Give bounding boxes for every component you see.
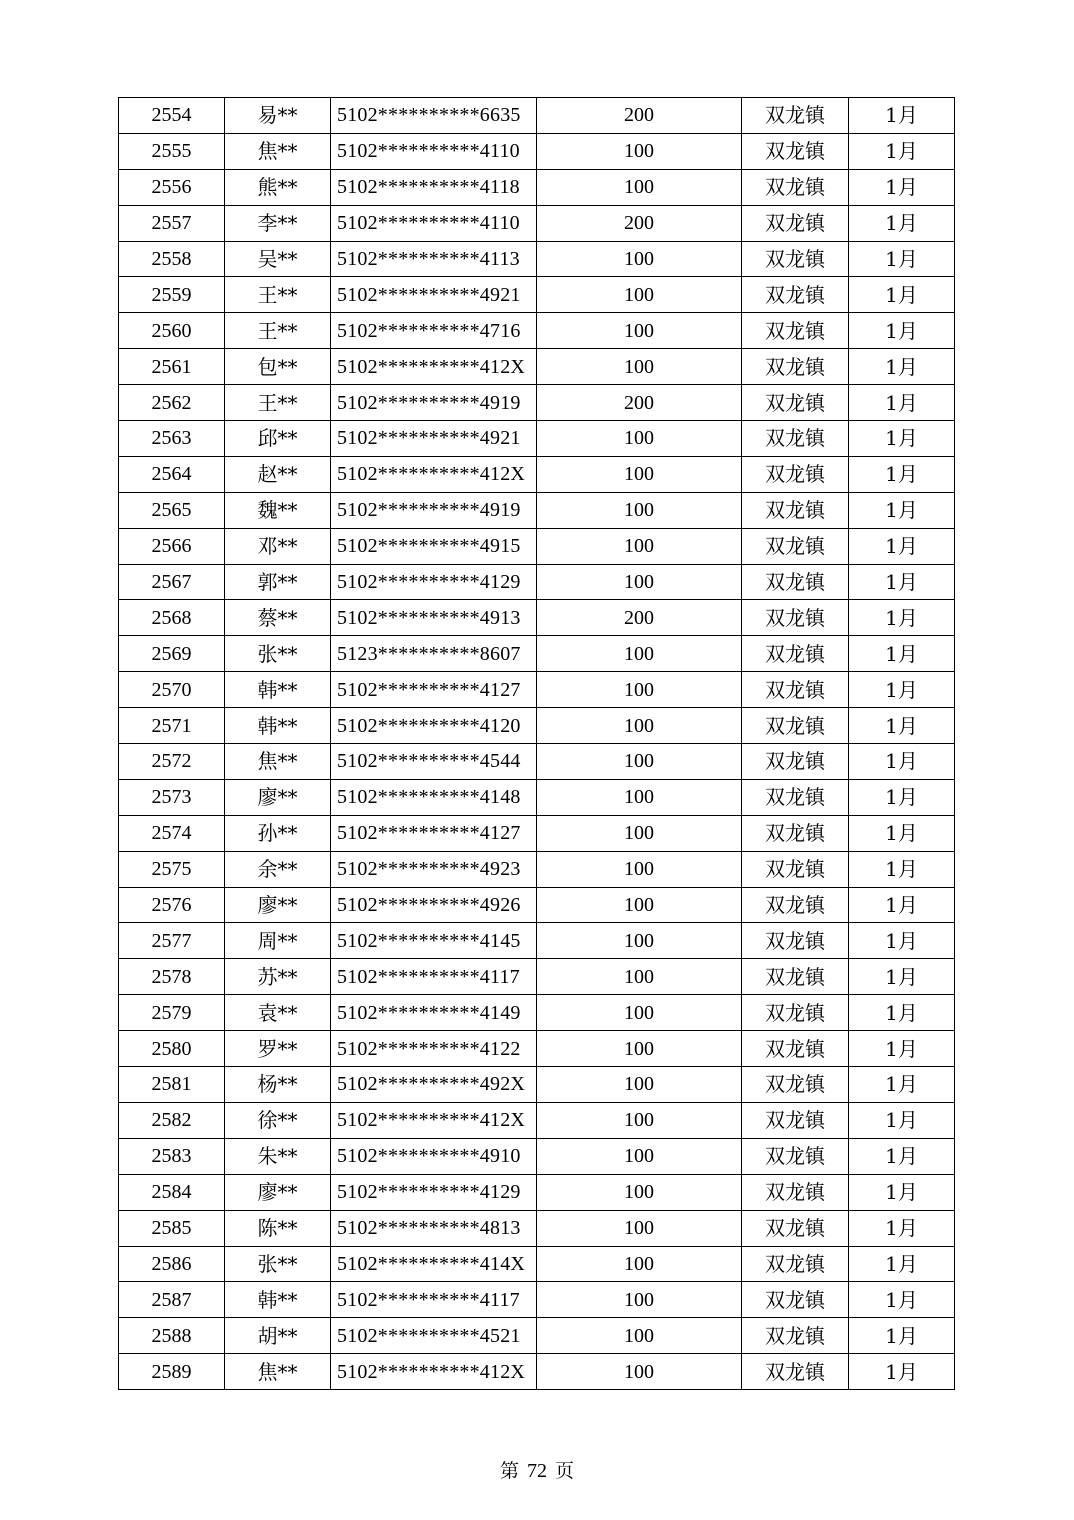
- month-cell: 1月: [849, 1031, 955, 1067]
- amount-cell: 100: [537, 1138, 742, 1174]
- name-cell: 焦**: [225, 744, 331, 780]
- id-number-cell: 5102**********4110: [331, 205, 537, 241]
- name-cell: 蔡**: [225, 600, 331, 636]
- id-number-cell: 5102**********414X: [331, 1246, 537, 1282]
- table-row: [119, 1031, 955, 1067]
- table-row: [119, 313, 955, 349]
- month-cell: 1月: [849, 672, 955, 708]
- id-number-cell: 5102**********4521: [331, 1318, 537, 1354]
- table-row: [119, 923, 955, 959]
- serial-number-cell: 2559: [119, 277, 225, 313]
- table-row: [119, 995, 955, 1031]
- name-cell: 赵**: [225, 456, 331, 492]
- month-cell: 1月: [849, 385, 955, 421]
- month-cell: 1月: [849, 708, 955, 744]
- month-cell: 1月: [849, 600, 955, 636]
- month-cell: 1月: [849, 815, 955, 851]
- month-cell: 1月: [849, 492, 955, 528]
- serial-number-cell: 2554: [119, 98, 225, 134]
- serial-number-cell: 2557: [119, 205, 225, 241]
- table-row: [119, 779, 955, 815]
- amount-cell: 100: [537, 133, 742, 169]
- serial-number-cell: 2567: [119, 564, 225, 600]
- table-row: [119, 528, 955, 564]
- town-cell: 双龙镇: [742, 636, 849, 672]
- serial-number-cell: 2579: [119, 995, 225, 1031]
- name-cell: 韩**: [225, 1282, 331, 1318]
- month-cell: 1月: [849, 1282, 955, 1318]
- town-cell: 双龙镇: [742, 923, 849, 959]
- table-row: [119, 98, 955, 134]
- page-footer: [0, 1456, 1074, 1483]
- id-number-cell: 5102**********4129: [331, 1174, 537, 1210]
- table-row: [119, 1354, 955, 1390]
- town-cell: 双龙镇: [742, 492, 849, 528]
- serial-number-cell: 2558: [119, 241, 225, 277]
- amount-cell: 200: [537, 205, 742, 241]
- id-number-cell: 5102**********4544: [331, 744, 537, 780]
- id-number-cell: 5102**********4926: [331, 887, 537, 923]
- town-cell: 双龙镇: [742, 205, 849, 241]
- serial-number-cell: 2560: [119, 313, 225, 349]
- serial-number-cell: 2563: [119, 421, 225, 457]
- town-cell: 双龙镇: [742, 887, 849, 923]
- amount-cell: 100: [537, 169, 742, 205]
- name-cell: 熊**: [225, 169, 331, 205]
- id-number-cell: 5102**********4919: [331, 385, 537, 421]
- name-cell: 朱**: [225, 1138, 331, 1174]
- serial-number-cell: 2556: [119, 169, 225, 205]
- month-cell: 1月: [849, 169, 955, 205]
- town-cell: 双龙镇: [742, 241, 849, 277]
- town-cell: 双龙镇: [742, 708, 849, 744]
- town-cell: 双龙镇: [742, 385, 849, 421]
- serial-number-cell: 2562: [119, 385, 225, 421]
- amount-cell: 100: [537, 313, 742, 349]
- id-number-cell: 5123**********8607: [331, 636, 537, 672]
- serial-number-cell: 2580: [119, 1031, 225, 1067]
- id-number-cell: 5102**********4915: [331, 528, 537, 564]
- name-cell: 韩**: [225, 708, 331, 744]
- town-cell: 双龙镇: [742, 1174, 849, 1210]
- name-cell: 胡**: [225, 1318, 331, 1354]
- table-row: [119, 744, 955, 780]
- table-row: [119, 851, 955, 887]
- serial-number-cell: 2577: [119, 923, 225, 959]
- serial-number-cell: 2568: [119, 600, 225, 636]
- town-cell: 双龙镇: [742, 779, 849, 815]
- id-number-cell: 5102**********4149: [331, 995, 537, 1031]
- name-cell: 魏**: [225, 492, 331, 528]
- month-cell: 1月: [849, 133, 955, 169]
- serial-number-cell: 2566: [119, 528, 225, 564]
- month-cell: 1月: [849, 1138, 955, 1174]
- town-cell: 双龙镇: [742, 98, 849, 134]
- table-row: [119, 600, 955, 636]
- town-cell: 双龙镇: [742, 1031, 849, 1067]
- id-number-cell: 5102**********4110: [331, 133, 537, 169]
- name-cell: 陈**: [225, 1210, 331, 1246]
- amount-cell: 100: [537, 528, 742, 564]
- serial-number-cell: 2561: [119, 349, 225, 385]
- amount-cell: 100: [537, 1282, 742, 1318]
- name-cell: 余**: [225, 851, 331, 887]
- serial-number-cell: 2578: [119, 959, 225, 995]
- amount-cell: 100: [537, 672, 742, 708]
- town-cell: 双龙镇: [742, 815, 849, 851]
- id-number-cell: 5102**********4120: [331, 708, 537, 744]
- amount-cell: 100: [537, 1246, 742, 1282]
- month-cell: 1月: [849, 456, 955, 492]
- amount-cell: 100: [537, 1318, 742, 1354]
- serial-number-cell: 2589: [119, 1354, 225, 1390]
- town-cell: 双龙镇: [742, 564, 849, 600]
- name-cell: 焦**: [225, 1354, 331, 1390]
- table-row: [119, 421, 955, 457]
- amount-cell: 100: [537, 923, 742, 959]
- name-cell: 邱**: [225, 421, 331, 457]
- name-cell: 吴**: [225, 241, 331, 277]
- name-cell: 廖**: [225, 779, 331, 815]
- town-cell: 双龙镇: [742, 1282, 849, 1318]
- id-number-cell: 5102**********4148: [331, 779, 537, 815]
- town-cell: 双龙镇: [742, 169, 849, 205]
- id-number-cell: 5102**********4145: [331, 923, 537, 959]
- month-cell: 1月: [849, 1354, 955, 1390]
- id-number-cell: 5102**********4716: [331, 313, 537, 349]
- amount-cell: 100: [537, 815, 742, 851]
- table-row: [119, 1067, 955, 1103]
- town-cell: 双龙镇: [742, 277, 849, 313]
- month-cell: 1月: [849, 528, 955, 564]
- amount-cell: 100: [537, 349, 742, 385]
- town-cell: 双龙镇: [742, 133, 849, 169]
- serial-number-cell: 2564: [119, 456, 225, 492]
- serial-number-cell: 2583: [119, 1138, 225, 1174]
- table-row: [119, 456, 955, 492]
- month-cell: 1月: [849, 887, 955, 923]
- name-cell: 韩**: [225, 672, 331, 708]
- name-cell: 廖**: [225, 1174, 331, 1210]
- amount-cell: 200: [537, 385, 742, 421]
- name-cell: 张**: [225, 1246, 331, 1282]
- page-number-prefix: 第: [499, 1460, 519, 1482]
- table-row: [119, 708, 955, 744]
- town-cell: 双龙镇: [742, 600, 849, 636]
- id-number-cell: 5102**********4113: [331, 241, 537, 277]
- name-cell: 易**: [225, 98, 331, 134]
- name-cell: 王**: [225, 385, 331, 421]
- id-number-cell: 5102**********492X: [331, 1067, 537, 1103]
- table-row: [119, 133, 955, 169]
- id-number-cell: 5102**********4122: [331, 1031, 537, 1067]
- table-row: [119, 564, 955, 600]
- month-cell: 1月: [849, 277, 955, 313]
- month-cell: 1月: [849, 744, 955, 780]
- amount-cell: 100: [537, 887, 742, 923]
- name-cell: 王**: [225, 313, 331, 349]
- id-number-cell: 5102**********412X: [331, 456, 537, 492]
- id-number-cell: 5102**********4921: [331, 277, 537, 313]
- id-number-cell: 5102**********4913: [331, 600, 537, 636]
- page-number-suffix: 页: [555, 1460, 575, 1482]
- id-number-cell: 5102**********4919: [331, 492, 537, 528]
- id-number-cell: 5102**********4127: [331, 672, 537, 708]
- month-cell: 1月: [849, 959, 955, 995]
- serial-number-cell: 2572: [119, 744, 225, 780]
- table-row: [119, 1210, 955, 1246]
- table-row: [119, 169, 955, 205]
- town-cell: 双龙镇: [742, 672, 849, 708]
- name-cell: 焦**: [225, 133, 331, 169]
- name-cell: 孙**: [225, 815, 331, 851]
- table-row: [119, 205, 955, 241]
- town-cell: 双龙镇: [742, 528, 849, 564]
- table-row: [119, 241, 955, 277]
- month-cell: 1月: [849, 995, 955, 1031]
- amount-cell: 100: [537, 421, 742, 457]
- serial-number-cell: 2555: [119, 133, 225, 169]
- amount-cell: 200: [537, 98, 742, 134]
- town-cell: 双龙镇: [742, 1210, 849, 1246]
- month-cell: 1月: [849, 923, 955, 959]
- town-cell: 双龙镇: [742, 456, 849, 492]
- amount-cell: 200: [537, 600, 742, 636]
- table-row: [119, 385, 955, 421]
- month-cell: 1月: [849, 98, 955, 134]
- name-cell: 王**: [225, 277, 331, 313]
- month-cell: 1月: [849, 851, 955, 887]
- serial-number-cell: 2569: [119, 636, 225, 672]
- town-cell: 双龙镇: [742, 1246, 849, 1282]
- id-number-cell: 5102**********4118: [331, 169, 537, 205]
- town-cell: 双龙镇: [742, 421, 849, 457]
- id-number-cell: 5102**********4127: [331, 815, 537, 851]
- id-number-cell: 5102**********4117: [331, 1282, 537, 1318]
- id-number-cell: 5102**********412X: [331, 1354, 537, 1390]
- month-cell: 1月: [849, 421, 955, 457]
- id-number-cell: 5102**********4117: [331, 959, 537, 995]
- town-cell: 双龙镇: [742, 995, 849, 1031]
- id-number-cell: 5102**********412X: [331, 349, 537, 385]
- amount-cell: 100: [537, 959, 742, 995]
- name-cell: 袁**: [225, 995, 331, 1031]
- id-number-cell: 5102**********4921: [331, 421, 537, 457]
- id-number-cell: 5102**********4813: [331, 1210, 537, 1246]
- amount-cell: 100: [537, 277, 742, 313]
- town-cell: 双龙镇: [742, 851, 849, 887]
- name-cell: 包**: [225, 349, 331, 385]
- month-cell: 1月: [849, 1174, 955, 1210]
- table-row: [119, 349, 955, 385]
- roster-table-body: [119, 98, 955, 1390]
- town-cell: 双龙镇: [742, 1354, 849, 1390]
- serial-number-cell: 2587: [119, 1282, 225, 1318]
- town-cell: 双龙镇: [742, 1138, 849, 1174]
- subsidy-roster-table: [118, 97, 955, 1390]
- amount-cell: 100: [537, 744, 742, 780]
- table-row: [119, 1246, 955, 1282]
- serial-number-cell: 2570: [119, 672, 225, 708]
- amount-cell: 100: [537, 564, 742, 600]
- town-cell: 双龙镇: [742, 1102, 849, 1138]
- town-cell: 双龙镇: [742, 349, 849, 385]
- table-row: [119, 1282, 955, 1318]
- id-number-cell: 5102**********412X: [331, 1102, 537, 1138]
- month-cell: 1月: [849, 205, 955, 241]
- serial-number-cell: 2575: [119, 851, 225, 887]
- month-cell: 1月: [849, 1318, 955, 1354]
- month-cell: 1月: [849, 779, 955, 815]
- month-cell: 1月: [849, 241, 955, 277]
- table-row: [119, 887, 955, 923]
- table-row: [119, 1138, 955, 1174]
- name-cell: 周**: [225, 923, 331, 959]
- name-cell: 廖**: [225, 887, 331, 923]
- table-row: [119, 1174, 955, 1210]
- serial-number-cell: 2576: [119, 887, 225, 923]
- town-cell: 双龙镇: [742, 959, 849, 995]
- amount-cell: 100: [537, 1031, 742, 1067]
- table-row: [119, 672, 955, 708]
- serial-number-cell: 2581: [119, 1067, 225, 1103]
- name-cell: 杨**: [225, 1067, 331, 1103]
- serial-number-cell: 2565: [119, 492, 225, 528]
- amount-cell: 100: [537, 1210, 742, 1246]
- amount-cell: 100: [537, 1354, 742, 1390]
- town-cell: 双龙镇: [742, 744, 849, 780]
- amount-cell: 100: [537, 1067, 742, 1103]
- town-cell: 双龙镇: [742, 1318, 849, 1354]
- name-cell: 徐**: [225, 1102, 331, 1138]
- serial-number-cell: 2588: [119, 1318, 225, 1354]
- table-row: [119, 277, 955, 313]
- name-cell: 张**: [225, 636, 331, 672]
- amount-cell: 100: [537, 636, 742, 672]
- month-cell: 1月: [849, 564, 955, 600]
- name-cell: 罗**: [225, 1031, 331, 1067]
- id-number-cell: 5102**********4910: [331, 1138, 537, 1174]
- table-row: [119, 1102, 955, 1138]
- serial-number-cell: 2586: [119, 1246, 225, 1282]
- amount-cell: 100: [537, 492, 742, 528]
- month-cell: 1月: [849, 636, 955, 672]
- amount-cell: 100: [537, 456, 742, 492]
- name-cell: 邓**: [225, 528, 331, 564]
- month-cell: 1月: [849, 1210, 955, 1246]
- month-cell: 1月: [849, 313, 955, 349]
- serial-number-cell: 2582: [119, 1102, 225, 1138]
- id-number-cell: 5102**********4129: [331, 564, 537, 600]
- serial-number-cell: 2573: [119, 779, 225, 815]
- serial-number-cell: 2574: [119, 815, 225, 851]
- month-cell: 1月: [849, 1067, 955, 1103]
- amount-cell: 100: [537, 708, 742, 744]
- table-row: [119, 1318, 955, 1354]
- serial-number-cell: 2584: [119, 1174, 225, 1210]
- month-cell: 1月: [849, 1246, 955, 1282]
- serial-number-cell: 2571: [119, 708, 225, 744]
- amount-cell: 100: [537, 1102, 742, 1138]
- amount-cell: 100: [537, 779, 742, 815]
- name-cell: 李**: [225, 205, 331, 241]
- table-row: [119, 815, 955, 851]
- table-row: [119, 636, 955, 672]
- town-cell: 双龙镇: [742, 313, 849, 349]
- name-cell: 苏**: [225, 959, 331, 995]
- name-cell: 郭**: [225, 564, 331, 600]
- id-number-cell: 5102**********4923: [331, 851, 537, 887]
- amount-cell: 100: [537, 241, 742, 277]
- table-row: [119, 959, 955, 995]
- table-row: [119, 492, 955, 528]
- month-cell: 1月: [849, 1102, 955, 1138]
- month-cell: 1月: [849, 349, 955, 385]
- amount-cell: 100: [537, 1174, 742, 1210]
- serial-number-cell: 2585: [119, 1210, 225, 1246]
- town-cell: 双龙镇: [742, 1067, 849, 1103]
- amount-cell: 100: [537, 995, 742, 1031]
- amount-cell: 100: [537, 851, 742, 887]
- id-number-cell: 5102**********6635: [331, 98, 537, 134]
- page-number: 72: [527, 1460, 547, 1482]
